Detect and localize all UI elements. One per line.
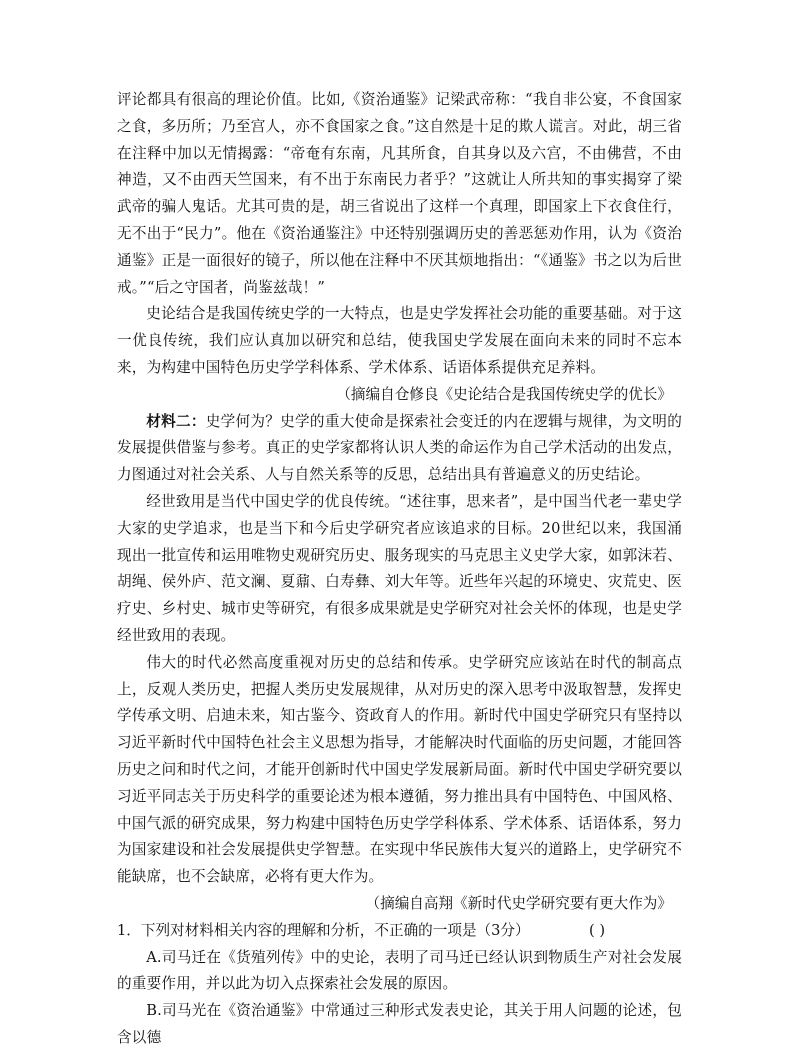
option-b: B.司马光在《资治通鉴》中常通过三种形式发表史论，其关于用人问题的论述，包含以德 bbox=[117, 1002, 682, 1046]
option-a: A.司马迁在《货殖列传》中的史论，表明了司马迁已经认识到物质生产对社会发展的重要作用，并以此为切入点探索社会发展的原因。 bbox=[117, 948, 682, 993]
answer-blank: ( ) bbox=[589, 921, 606, 939]
material-label: 材料二： bbox=[146, 412, 206, 430]
material-two-paragraph bbox=[117, 409, 682, 489]
question-text: 1．下列对材料相关内容的理解和分析，不正确的一项是（3分） bbox=[117, 921, 530, 939]
body-paragraph: 评论都具有很高的理论价值。比如,《资治通鉴》记梁武帝称：“我自非公宴，不食国家之食，多历所；乃至宫人，亦不食国家之食。”这自然是十足的欺人谎言。对此，胡三省在注释中加以无情揭露：“帝奄有东南，凡其所食，自其身以及六宫，不由佛营，不由神造，又不由西天竺国来，有不出于东南民力者乎？”这就让人所共知的事实揭穿了梁武帝的骗人鬼话。尤其可贵的是，胡三省说出了这样一个真理，即国家上下衣食住行，无不出于“民力”。他在《资治通鉴注》中还特别强调历史的善恶惩劝作用，认为《资治通鉴》正是一面很好的镜子，所以他在注释中不厌其烦地指出：“《通鉴》书之以为后世戒。”“后之守国者，尚鉴兹哉！” bbox=[117, 91, 682, 296]
material-text: 史学何为？史学的重大使命是探索社会变迁的内在逻辑与规律，为文明的发展提供借鉴与参考。真正的史学家都将认识人类的命运作为自己学术活动的出发点，力图通过对社会关系、人与自然关系等的反思，总结出具有普遍意义的历史结论。 bbox=[117, 412, 682, 484]
body-paragraph: 史论结合是我国传统史学的一大特点，也是史学发挥社会功能的重要基础。对于这一优良传统，我们应认真加以研究和总结，使我国史学发展在面向未来的同时不忘本来，为构建中国特色历史学学科体系、学术体系、话语体系提供充足养料。 bbox=[117, 305, 682, 376]
document-page bbox=[117, 87, 682, 1052]
body-paragraph: 经世致用是当代中国史学的优良传统。“述往事，思来者”，是中国当代老一辈史学大家的史学追求，也是当下和今后史学研究者应该追求的目标。20世纪以来，我国涌现出一批宣传和运用唯物史观研究历史、服务现实的马克思主义史学大家，如郭沫若、胡绳、侯外庐、范文澜、夏鼐、白寿彝、刘大年等。近些年兴起的环境史、灾荒史、医疗史、乡村史、城市史等研究，有很多成果就是史学研究对社会关怀的体现，也是史学经世致用的表现。 bbox=[117, 492, 682, 644]
source-citation: （摘编自高翔《新时代史学研究要有更大作为》 bbox=[365, 894, 672, 912]
question-stem bbox=[117, 918, 682, 945]
body-paragraph: 伟大的时代必然高度重视对历史的总结和传承。史学研究应该站在时代的制高点上，反观人类历史，把握人类历史发展规律，从对历史的深入思考中汲取智慧，发挥史学传承文明、启迪未来，知古鉴今、资政育人的作用。新时代中国史学研究只有坚持以习近平新时代中国特色社会主义思想为指导，才能解决时代面临的历史问题，才能回答历史之问和时代之问，才能开创新时代中国史学发展新局面。新时代中国史学研究要以习近平同志关于历史科学的重要论述为根本遵循，努力推出具有中国特色、中国风格、中国气派的研究成果，努力构建中国特色历史学学科体系、学术体系、话语体系，努力为国家建设和社会发展提供史学智慧。在实现中华民族伟大复兴的道路上，史学研究不能缺席，也不会缺席，必将有更大作为。 bbox=[117, 653, 682, 886]
source-citation: （摘编自仓修良《史论结合是我国传统史学的优长》 bbox=[336, 385, 672, 403]
